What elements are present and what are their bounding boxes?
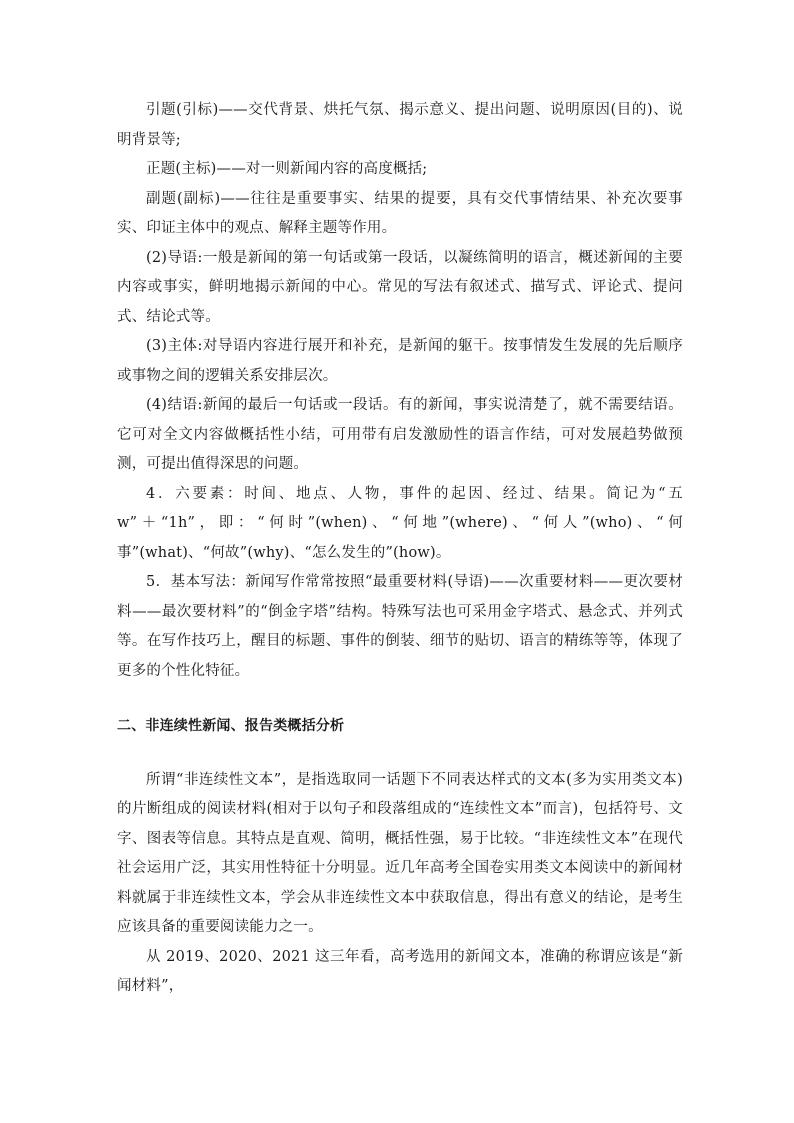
section-heading: 二、非连续性新闻、报告类概括分析 <box>117 718 345 734</box>
paragraph-daoyu: (2)导语:一般是新闻的第一句话或第一段话，以凝练简明的语言，概述新闻的主要内容或事实，鲜明地揭示新闻的中心。常见的写法有叙述式、描写式、评论式、提问式、结论式等。 <box>117 249 683 325</box>
paragraph-basic-writing: 5．基本写法：新闻写作常常按照“最重要材料(导语)——次重要材料——更次要材料——最次要材料”的“倒金字塔”结构。特殊写法也可采用金字塔式、悬念式、并列式等。在写作技巧上，醒目的标题、事件的倒装、细节的贴切、语言的精练等等，体现了更多的个性化特征。 <box>117 574 683 679</box>
paragraph-zhuti: (3)主体:对导语内容进行展开和补充，是新闻的躯干。按事情发生发展的先后顺序或事物之间的逻辑关系安排层次。 <box>117 338 683 384</box>
paragraph-six-elements: 4．六要素：时间、地点、人物，事件的起因、经过、结果。简记为“五 w”＋“1h”，即：“何时”(when)、“何地”(where)、“何人”(who)、“何事”(what)、“何故”(why)、“怎么发生的”(how)。 <box>117 485 683 561</box>
paragraph-three-years: 从 2019、2020、2021 这三年看，高考选用的新闻文本，准确的称谓应该是“新闻材料”， <box>117 948 683 994</box>
paragraph-futi: 副题(副标)——往往是重要事实、结果的提要，具有交代事情结果、补充次要事实、印证主体中的观点、解释主题等作用。 <box>117 190 683 236</box>
paragraph-noncontinuous-text: 所谓“非连续性文本”，是指选取同一话题下不同表达样式的文本(多为实用类文本)的片断组成的阅读材料(相对于以句子和段落组成的“连续性文本”而言)，包括符号、文字、图表等信息。其特点是直观、简明，概括性强，易于比较。“非连续性文本”在现代社会运用广泛，其实用性特征十分明显。近几年高考全国卷实用类文本阅读中的新闻材料就属于非连续性文本，学会从非连续性文本中获取信息，得出有意义的结论，是考生应该具备的重要阅读能力之一。 <box>117 771 683 935</box>
document-body <box>117 96 683 1002</box>
paragraph-jieyu: (4)结语:新闻的最后一句话或一段话。有的新闻，事实说清楚了，就不需要结语。它可对全文内容做概括性小结，可用带有启发激励性的语言作结，可对发展趋势做预测，可提出值得深思的问题。 <box>117 397 683 472</box>
paragraph-yinti: 引题(引标)——交代背景、烘托气氛、揭示意义、提出问题、说明原因(目的)、说明背景等; <box>117 102 683 148</box>
paragraph-zhengti: 正题(主标)——对一则新闻内容的高度概括; <box>146 161 428 177</box>
